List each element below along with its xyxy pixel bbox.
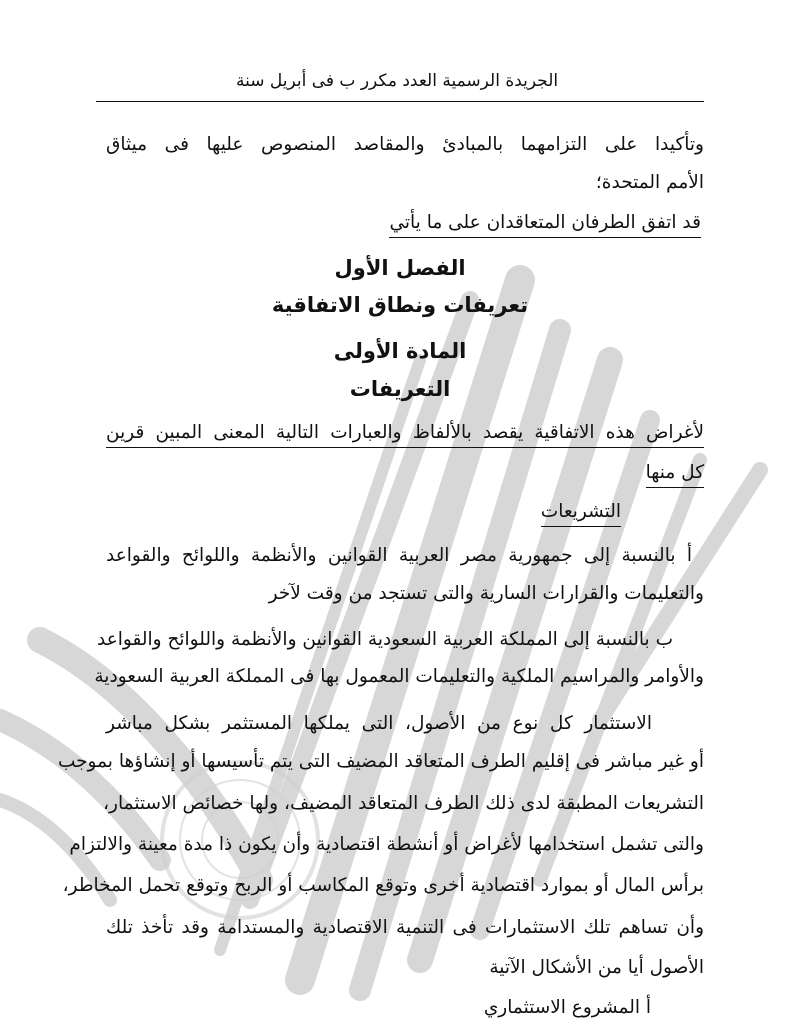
purpose-line-2: كل منها — [646, 459, 704, 488]
article-title: التعريفات — [349, 377, 451, 401]
agreed-line: قد اتفق الطرفان المتعاقدان على ما يأتي — [389, 209, 701, 238]
intro-line-1: وتأكيدا على التزامهما بالمبادئ والمقاصد المنصوص عليها فى ميثاق — [106, 134, 704, 155]
investment-line-5: برأس المال أو بموارد اقتصادية أخرى وتوقع المكاسب أو الربح وتوقع تحمل المخاطر، — [62, 875, 704, 896]
investment-line-7: الأصول أيا من الأشكال الآتية — [489, 957, 704, 978]
chapter-heading: الفصل الأول — [334, 256, 466, 280]
investment-line-1: الاستثمار كل نوع من الأصول، التى يملكها المستثمر بشكل مباشر — [106, 713, 652, 734]
article-heading: المادة الأولى — [333, 339, 467, 363]
investment-line-3: التشريعات المطبقة لدى ذلك الطرف المتعاقد المضيف، ولها خصائص الاستثمار، — [103, 793, 704, 814]
investment-item-a: أ المشروع الاستثماري — [483, 997, 651, 1018]
legislation-a-line-1: أ بالنسبة إلى جمهورية مصر العربية القوانين والأنظمة واللوائح والقواعد — [106, 545, 692, 566]
investment-line-6: وأن تساهم تلك الاستثمارات فى التنمية الاقتصادية والمستدامة وقد تأخذ تلك — [106, 917, 704, 938]
legislation-a-line-2: والتعليمات والقرارات السارية والتى تستجد من وقت لآخر — [268, 583, 704, 604]
investment-line-2: أو غير مباشر فى إقليم الطرف المتعاقد المضيف التى يتم تأسيسها أو إنشاؤها بموجب — [57, 751, 704, 772]
legislation-b-line-1: ب بالنسبة إلى المملكة العربية السعودية القوانين والأنظمة واللوائح والقواعد — [97, 629, 673, 650]
legislation-b-line-2: والأوامر والمراسيم الملكية والتعليمات المعمول بها فى المملكة العربية السعودية — [94, 666, 704, 687]
legislation-term: التشريعات — [541, 498, 621, 527]
page-header: الجريدة الرسمية العدد مكرر ب فى أبريل سنة — [236, 71, 559, 91]
chapter-title: تعريفات ونطاق الاتفاقية — [271, 293, 529, 317]
investment-line-4: والتى تشمل استخدامها لأغراض أو أنشطة اقتصادية وأن يكون ذا مدة معينة والالتزام — [69, 834, 704, 855]
purpose-line-1: لأغراض هذه الاتفاقية يقصد بالألفاظ والعبارات التالية المعنى المبين قرين — [106, 419, 704, 448]
header-rule — [96, 101, 704, 102]
intro-line-2: الأمم المتحدة؛ — [595, 172, 704, 193]
